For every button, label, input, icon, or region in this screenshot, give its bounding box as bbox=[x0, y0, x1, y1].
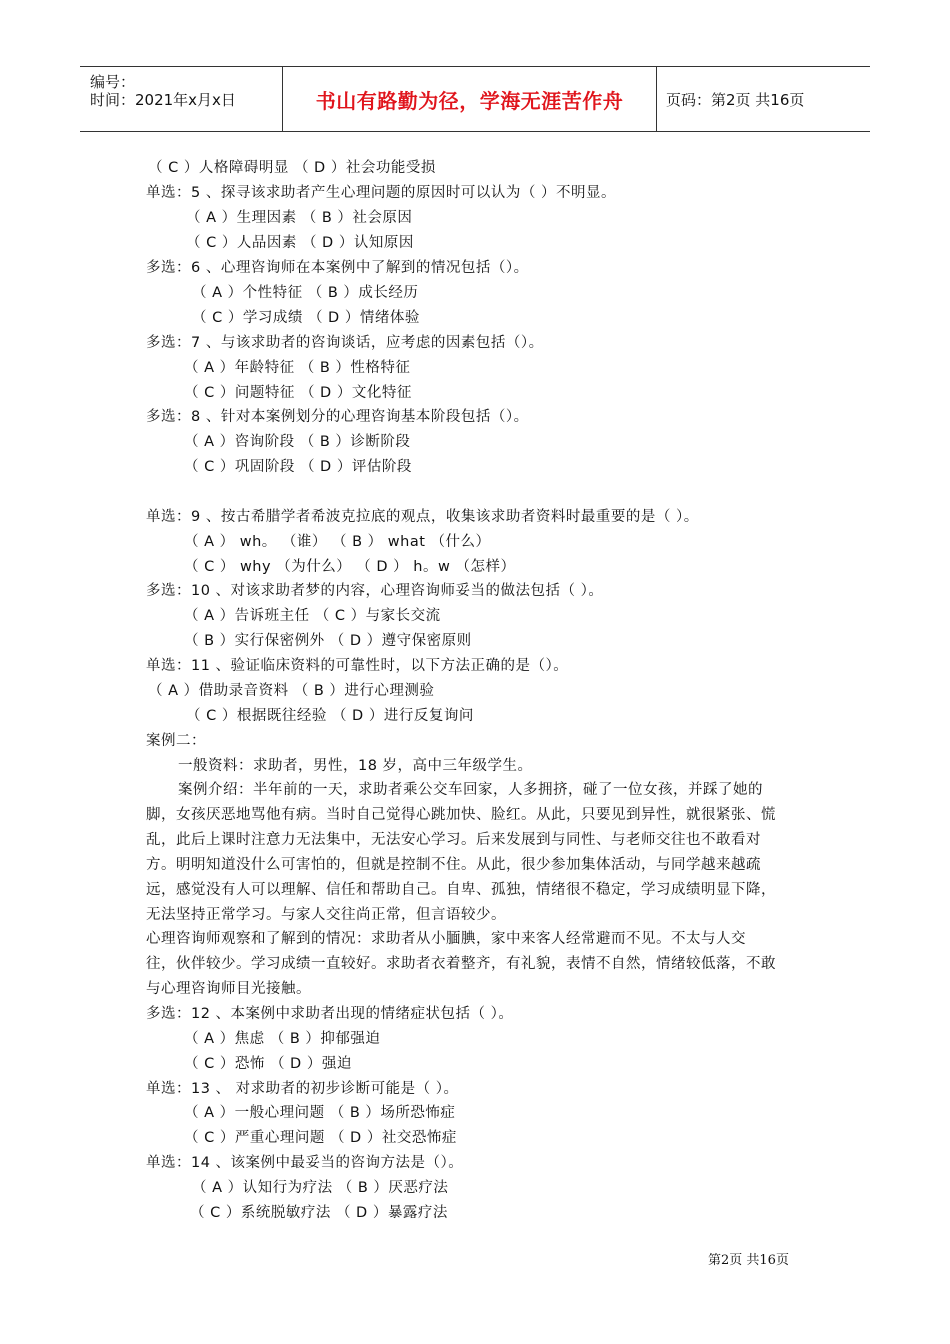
option-line: （ C ）人品因素 （ D ）认知原因 bbox=[186, 235, 414, 251]
option-line: （ B ）实行保密例外 （ D ）遵守保密原则 bbox=[184, 633, 472, 649]
header-motto: 书山有路勤为径，学海无涯苦作舟 bbox=[315, 88, 624, 113]
paragraph-line: 往，伙伴较少。学习成绩一直较好。求助者衣着整齐，有礼貌，表情不自然，情绪较低落，不敢 bbox=[146, 956, 776, 972]
option-line: （ A ）一般心理问题 （ B ）场所恐怖症 bbox=[184, 1105, 456, 1121]
question-line: 多选：10 、对该求助者梦的内容，心理咨询师妥当的做法包括（ ）。 bbox=[146, 583, 604, 599]
option-line: （ A ） wh。 （谁） （ B ） what （什么） bbox=[184, 534, 491, 550]
paragraph-line: 方。明明知道没什么可害怕的，但就是控制不住。从此，很少参加集体活动，与同学越来越疏 bbox=[146, 857, 761, 873]
paragraph-line: 脚，女孩厌恶地骂他有病。当时自己觉得心跳加快、脸红。从此，只要见到异性，就很紧张、慌 bbox=[146, 807, 776, 823]
option-line: （ C ）学习成绩 （ D ）情绪体验 bbox=[192, 310, 420, 326]
question-line: 多选：12 、本案例中求助者出现的情绪症状包括（ ）。 bbox=[146, 1006, 514, 1022]
text-line: （ C ）人格障碍明显 （ D ）社会功能受损 bbox=[148, 160, 436, 176]
header-page-number: 页码：第2页 共16页 bbox=[666, 90, 805, 109]
paragraph-line: 一般资料：求助者，男性，18 岁，高中三年级学生。 bbox=[178, 758, 533, 774]
question-line: 多选：7 、与该求助者的咨询谈话，应考虑的因素包括（）。 bbox=[146, 335, 544, 351]
question-line: 多选：6 、心理咨询师在本案例中了解到的情况包括（）。 bbox=[146, 260, 529, 276]
paragraph-line: 无法坚持正常学习。与家人交往尚正常，但言语较少。 bbox=[146, 907, 506, 923]
option-line: （ C ）系统脱敏疗法 （ D ）暴露疗法 bbox=[190, 1205, 448, 1221]
option-line: （ A ）咨询阶段 （ B ）诊断阶段 bbox=[184, 434, 411, 450]
paragraph-line: 案例介绍：半年前的一天，求助者乘公交车回家，人多拥挤，碰了一位女孩，并踩了她的 bbox=[178, 782, 763, 798]
paragraph-line: 与心理咨询师目光接触。 bbox=[146, 981, 311, 997]
page-footer: 第2页 共16页 bbox=[708, 1253, 789, 1268]
case-heading: 案例二： bbox=[146, 733, 206, 749]
question-line: 单选：11 、验证临床资料的可靠性时，以下方法正确的是（）。 bbox=[146, 658, 569, 674]
question-line: 多选：8 、针对本案例划分的心理咨询基本阶段包括（）。 bbox=[146, 409, 529, 425]
question-line: 单选：14 、该案例中最妥当的咨询方法是（）。 bbox=[146, 1155, 464, 1171]
document-number-label: 编号： bbox=[90, 73, 136, 91]
header-meta bbox=[80, 67, 282, 131]
option-line: （ A ）认知行为疗法 （ B ）厌恶疗法 bbox=[192, 1180, 449, 1196]
option-line: （ C ）严重心理问题 （ D ）社交恐怖症 bbox=[184, 1130, 457, 1146]
question-line: 单选：13 、 对求助者的初步诊断可能是（ ）。 bbox=[146, 1081, 459, 1097]
option-line: （ A ）生理因素 （ B ）社会原因 bbox=[186, 210, 413, 226]
option-line: （ A ）焦虑 （ B ）抑郁强迫 bbox=[184, 1031, 381, 1047]
option-line: （ A ）告诉班主任 （ C ）与家长交流 bbox=[184, 608, 441, 624]
option-line: （ A ）年龄特征 （ B ）性格特征 bbox=[184, 360, 411, 376]
document-time-label: 时间：2021年x月x日 bbox=[90, 91, 236, 109]
question-line: 单选：9 、按古希腊学者希波克拉底的观点，收集该求助者资料时最重要的是（ ）。 bbox=[146, 509, 699, 525]
paragraph-line: 乱，此后上课时注意力无法集中，无法安心学习。后来发展到与同性、与老师交往也不敢看对 bbox=[146, 832, 761, 848]
option-line: （ A ）个性特征 （ B ）成长经历 bbox=[192, 285, 419, 301]
option-line: （ C ） why （为什么） （ D ） h。w （怎样） bbox=[184, 559, 516, 575]
option-line: （ A ）借助录音资料 （ B ）进行心理测验 bbox=[148, 683, 435, 699]
page-header bbox=[80, 66, 870, 132]
paragraph-line: 心理咨询师观察和了解到的情况：求助者从小腼腆，家中来客人经常避而不见。不太与人交 bbox=[146, 931, 746, 947]
option-line: （ C ）根据既往经验 （ D ）进行反复询问 bbox=[186, 708, 474, 724]
header-divider bbox=[656, 67, 657, 131]
option-line: （ C ）问题特征 （ D ）文化特征 bbox=[184, 385, 412, 401]
option-line: （ C ）巩固阶段 （ D ）评估阶段 bbox=[184, 459, 412, 475]
paragraph-line: 远，感觉没有人可以理解、信任和帮助自己。自卑、孤独，情绪很不稳定，学习成绩明显下降， bbox=[146, 882, 776, 898]
question-line: 单选：5 、探寻该求助者产生心理问题的原因时可以认为（ ）不明显。 bbox=[146, 185, 616, 201]
option-line: （ C ）恐怖 （ D ）强迫 bbox=[184, 1056, 352, 1072]
